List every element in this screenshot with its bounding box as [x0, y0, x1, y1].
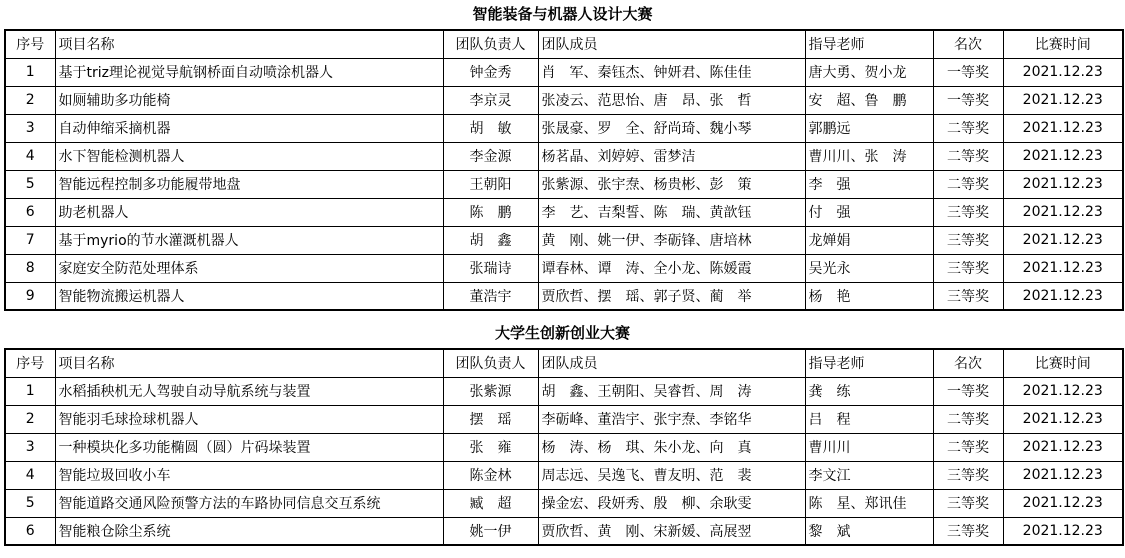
cell-award[interactable]: 三等奖 [933, 226, 1003, 254]
column-header[interactable]: 比赛时间 [1003, 30, 1123, 58]
cell-date[interactable]: 2021.12.23 [1003, 114, 1123, 142]
cell-index[interactable]: 4 [5, 142, 55, 170]
cell-date[interactable]: 2021.12.23 [1003, 226, 1123, 254]
cell-advisor[interactable]: 陈 星、郑讯佳 [805, 489, 933, 517]
cell-date[interactable]: 2021.12.23 [1003, 58, 1123, 86]
column-header[interactable]: 项目名称 [55, 30, 443, 58]
column-header[interactable]: 团队负责人 [443, 349, 538, 377]
cell-date[interactable]: 2021.12.23 [1003, 170, 1123, 198]
column-header[interactable]: 名次 [933, 349, 1003, 377]
table-row [5, 254, 1123, 282]
cell-team-members[interactable]: 张晟豪、罗 全、舒尚琦、魏小琴 [538, 114, 805, 142]
cell-project-name[interactable]: 自动伸缩采摘机器 [55, 114, 443, 142]
table-row [5, 377, 1123, 405]
section-title: 大学生创新创业大赛 [494, 324, 630, 342]
cell-team-leader[interactable]: 臧 超 [443, 489, 538, 517]
table-row [5, 489, 1123, 517]
cell-team-members[interactable]: 周志远、吴逸飞、曹友明、范 裴 [538, 461, 805, 489]
cell-index[interactable]: 6 [5, 517, 55, 545]
cell-project-name[interactable]: 智能垃圾回收小车 [55, 461, 443, 489]
cell-advisor[interactable]: 黎 斌 [805, 517, 933, 545]
cell-project-name[interactable]: 智能物流搬运机器人 [55, 282, 443, 310]
cell-team-members[interactable]: 谭春林、谭 涛、全小龙、陈媛霞 [538, 254, 805, 282]
awards-table-innovation [4, 348, 1124, 546]
cell-team-leader[interactable]: 张瑞诗 [443, 254, 538, 282]
column-header[interactable]: 序号 [5, 30, 55, 58]
cell-advisor[interactable]: 龚 练 [805, 377, 933, 405]
cell-team-leader[interactable]: 胡 鑫 [443, 226, 538, 254]
awards-table-robot-design [4, 29, 1124, 311]
cell-project-name[interactable]: 基于myrio的节水灌溉机器人 [55, 226, 443, 254]
cell-date[interactable]: 2021.12.23 [1003, 433, 1123, 461]
cell-project-name[interactable]: 智能粮仓除尘系统 [55, 517, 443, 545]
table-row [5, 170, 1123, 198]
cell-team-leader[interactable]: 姚一伊 [443, 517, 538, 545]
cell-team-leader[interactable]: 张 雍 [443, 433, 538, 461]
cell-advisor[interactable]: 龙婵娟 [805, 226, 933, 254]
cell-project-name[interactable]: 如厕辅助多功能椅 [55, 86, 443, 114]
cell-project-name[interactable]: 家庭安全防范处理体系 [55, 254, 443, 282]
cell-team-leader[interactable]: 胡 敏 [443, 114, 538, 142]
cell-award[interactable]: 二等奖 [933, 433, 1003, 461]
cell-date[interactable]: 2021.12.23 [1003, 282, 1123, 310]
cell-team-members[interactable]: 李砺峰、董浩宇、张宇焘、李铭华 [538, 405, 805, 433]
column-header[interactable]: 指导老师 [805, 349, 933, 377]
table-row [5, 433, 1123, 461]
cell-advisor[interactable]: 李文江 [805, 461, 933, 489]
cell-team-leader[interactable]: 李京灵 [443, 86, 538, 114]
cell-award[interactable]: 三等奖 [933, 517, 1003, 545]
cell-project-name[interactable]: 助老机器人 [55, 198, 443, 226]
table-row [5, 461, 1123, 489]
cell-index[interactable]: 9 [5, 282, 55, 310]
cell-award[interactable]: 一等奖 [933, 86, 1003, 114]
column-header[interactable]: 序号 [5, 349, 55, 377]
cell-index[interactable]: 5 [5, 170, 55, 198]
cell-team-leader[interactable]: 摆 瑶 [443, 405, 538, 433]
cell-index[interactable]: 5 [5, 489, 55, 517]
cell-index[interactable]: 8 [5, 254, 55, 282]
cell-date[interactable]: 2021.12.23 [1003, 405, 1123, 433]
section-title: 智能装备与机器人设计大赛 [472, 5, 653, 23]
cell-team-leader[interactable]: 钟金秀 [443, 58, 538, 86]
cell-date[interactable]: 2021.12.23 [1003, 86, 1123, 114]
header-row [5, 349, 1123, 377]
cell-index[interactable]: 2 [5, 86, 55, 114]
cell-project-name[interactable]: 水下智能检测机器人 [55, 142, 443, 170]
cell-advisor[interactable]: 唐大勇、贺小龙 [805, 58, 933, 86]
cell-project-name[interactable]: 水稻插秧机无人驾驶自动导航系统与装置 [55, 377, 443, 405]
cell-award[interactable]: 二等奖 [933, 170, 1003, 198]
cell-award[interactable]: 一等奖 [933, 58, 1003, 86]
cell-index[interactable]: 2 [5, 405, 55, 433]
column-header[interactable]: 比赛时间 [1003, 349, 1123, 377]
cell-award[interactable]: 二等奖 [933, 142, 1003, 170]
table-row [5, 282, 1123, 310]
cell-index[interactable]: 4 [5, 461, 55, 489]
cell-team-leader[interactable]: 李金源 [443, 142, 538, 170]
cell-date[interactable]: 2021.12.23 [1003, 142, 1123, 170]
cell-index[interactable]: 3 [5, 114, 55, 142]
table-row [5, 142, 1123, 170]
cell-date[interactable]: 2021.12.23 [1003, 517, 1123, 545]
cell-date[interactable]: 2021.12.23 [1003, 489, 1123, 517]
header-row [5, 30, 1123, 58]
cell-project-name[interactable]: 智能羽毛球捡球机器人 [55, 405, 443, 433]
column-header[interactable]: 团队成员 [538, 30, 805, 58]
column-header[interactable]: 项目名称 [55, 349, 443, 377]
cell-advisor[interactable]: 曹川川 [805, 433, 933, 461]
cell-award[interactable]: 三等奖 [933, 489, 1003, 517]
cell-team-members[interactable]: 贾欣哲、黄 刚、宋新媛、高展翌 [538, 517, 805, 545]
cell-index[interactable]: 1 [5, 58, 55, 86]
table-row [5, 58, 1123, 86]
cell-advisor[interactable]: 吴光永 [805, 254, 933, 282]
cell-team-members[interactable]: 胡 鑫、王朝阳、吴睿哲、周 涛 [538, 377, 805, 405]
table-row [5, 405, 1123, 433]
cell-index[interactable]: 6 [5, 198, 55, 226]
cell-project-name[interactable]: 智能道路交通风险预警方法的车路协同信息交互系统 [55, 489, 443, 517]
cell-advisor[interactable]: 吕 程 [805, 405, 933, 433]
cell-project-name[interactable]: 一种模块化多功能椭圆（圆）片码垛装置 [55, 433, 443, 461]
cell-award[interactable]: 三等奖 [933, 198, 1003, 226]
cell-team-leader[interactable]: 董浩宇 [443, 282, 538, 310]
cell-award[interactable]: 三等奖 [933, 254, 1003, 282]
cell-team-members[interactable]: 贾欣哲、摆 瑶、郭子贤、蔺 举 [538, 282, 805, 310]
cell-advisor[interactable]: 李 强 [805, 170, 933, 198]
cell-team-leader[interactable]: 王朝阳 [443, 170, 538, 198]
cell-project-name[interactable]: 智能远程控制多功能履带地盘 [55, 170, 443, 198]
cell-award[interactable]: 三等奖 [933, 282, 1003, 310]
cell-date[interactable]: 2021.12.23 [1003, 461, 1123, 489]
cell-team-members[interactable]: 杨 涛、杨 琪、朱小龙、向 真 [538, 433, 805, 461]
cell-date[interactable]: 2021.12.23 [1003, 254, 1123, 282]
cell-team-leader[interactable]: 陈 鹏 [443, 198, 538, 226]
cell-award[interactable]: 三等奖 [933, 461, 1003, 489]
column-header[interactable]: 团队成员 [538, 349, 805, 377]
column-header[interactable]: 指导老师 [805, 30, 933, 58]
cell-date[interactable]: 2021.12.23 [1003, 377, 1123, 405]
table-row [5, 517, 1123, 545]
cell-advisor[interactable]: 曹川川、张 涛 [805, 142, 933, 170]
cell-team-members[interactable]: 黄 刚、姚一伊、李砺锋、唐培林 [538, 226, 805, 254]
cell-index[interactable]: 7 [5, 226, 55, 254]
cell-team-members[interactable]: 李 艺、吉梨誓、陈 瑞、黄歆钰 [538, 198, 805, 226]
cell-project-name[interactable]: 基于triz理论视觉导航钢桥面自动喷涂机器人 [55, 58, 443, 86]
cell-index[interactable]: 1 [5, 377, 55, 405]
table-row [5, 198, 1123, 226]
table-row [5, 86, 1123, 114]
cell-date[interactable]: 2021.12.23 [1003, 198, 1123, 226]
cell-team-leader[interactable]: 张紫源 [443, 377, 538, 405]
cell-advisor[interactable]: 郭鹏远 [805, 114, 933, 142]
column-header[interactable]: 团队负责人 [443, 30, 538, 58]
column-header[interactable]: 名次 [933, 30, 1003, 58]
table-row [5, 226, 1123, 254]
cell-team-members[interactable]: 杨茗晶、刘婷婷、雷梦洁 [538, 142, 805, 170]
cell-team-members[interactable]: 张紫源、张宇焘、杨贵彬、彭 策 [538, 170, 805, 198]
cell-team-leader[interactable]: 陈金林 [443, 461, 538, 489]
cell-award[interactable]: 一等奖 [933, 377, 1003, 405]
cell-team-members[interactable]: 操金宏、段妍秀、殷 柳、余耿雯 [538, 489, 805, 517]
cell-team-members[interactable]: 张凌云、范思怡、唐 昂、张 哲 [538, 86, 805, 114]
cell-advisor[interactable]: 付 强 [805, 198, 933, 226]
cell-advisor[interactable]: 安 超、鲁 鹏 [805, 86, 933, 114]
cell-team-members[interactable]: 肖 军、秦钰杰、钟妍君、陈佳佳 [538, 58, 805, 86]
cell-award[interactable]: 二等奖 [933, 114, 1003, 142]
table-row [5, 114, 1123, 142]
cell-advisor[interactable]: 杨 艳 [805, 282, 933, 310]
cell-award[interactable]: 二等奖 [933, 405, 1003, 433]
cell-index[interactable]: 3 [5, 433, 55, 461]
